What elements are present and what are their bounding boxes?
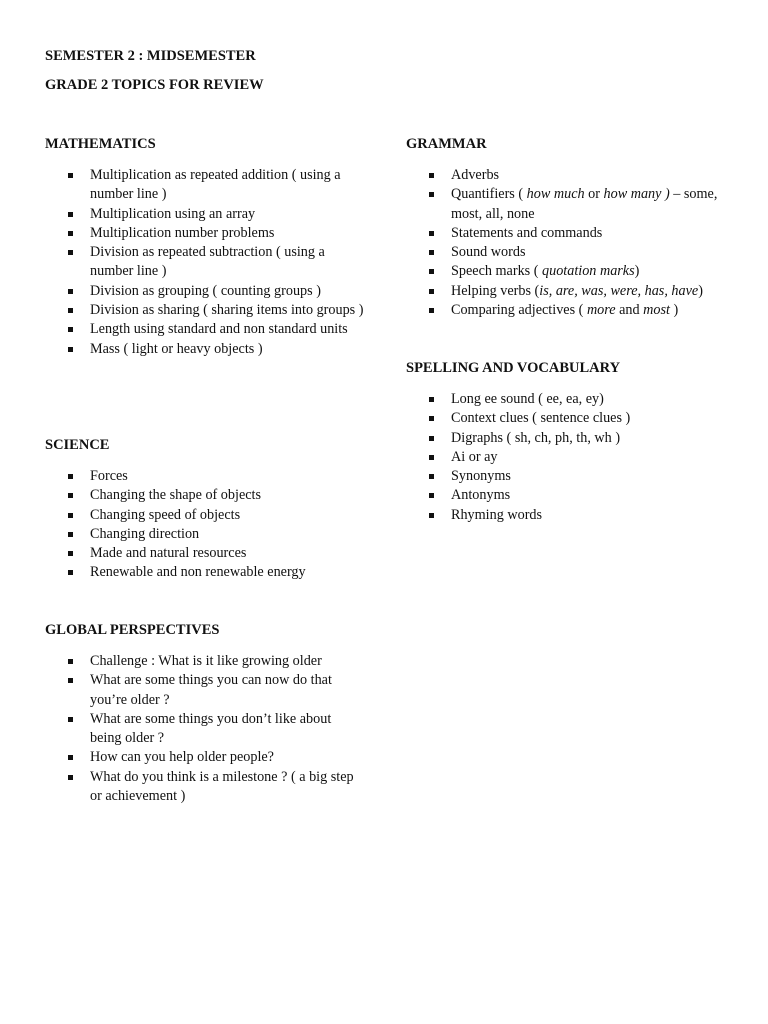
square-bullet-icon [68, 231, 73, 236]
italic-text: how much [526, 186, 585, 203]
italic-text: most [643, 302, 670, 319]
list-item-text: Division as sharing ( sharing items into groups ) [90, 302, 364, 319]
list-item [45, 671, 365, 710]
text-segment: ) [634, 263, 640, 280]
list-item [406, 185, 736, 224]
list-item [406, 448, 736, 467]
text-segment: Comparing adjectives ( [451, 302, 587, 319]
list-item [406, 390, 736, 409]
italic-text: is, are, was, were, has, have [539, 282, 699, 299]
list-item-text: Sound words [451, 244, 526, 261]
list-item-text: Changing speed of objects [90, 506, 241, 523]
list-item [45, 486, 365, 505]
list-item [45, 544, 365, 563]
global-perspectives-section [45, 620, 365, 806]
square-bullet-icon [68, 513, 73, 518]
list-item-text: Mass ( light or heavy objects ) [90, 340, 263, 357]
list-item-text: Challenge : What is it like growing older [90, 653, 322, 669]
semester-title: SEMESTER 2 : MIDSEMESTER [45, 48, 256, 64]
list-item-text: Changing direction [90, 525, 200, 542]
square-bullet-icon [429, 173, 434, 178]
list-item [45, 748, 365, 767]
square-bullet-icon [68, 327, 73, 332]
science-list [45, 467, 365, 583]
square-bullet-icon [68, 347, 73, 352]
list-item [45, 301, 365, 320]
square-bullet-icon [429, 308, 434, 313]
spelling-vocabulary-heading: SPELLING AND VOCABULARY [406, 360, 621, 376]
list-item [406, 429, 736, 448]
square-bullet-icon [429, 269, 434, 274]
square-bullet-icon [429, 416, 434, 421]
square-bullet-icon [68, 678, 73, 683]
square-bullet-icon [429, 493, 434, 498]
list-item-text: What are some things you don’t like about being older ? [90, 710, 332, 747]
mathematics-section [45, 134, 365, 359]
list-item-text: Rhyming words [451, 506, 543, 523]
square-bullet-icon [429, 231, 434, 236]
list-item-text: Renewable and non renewable energy [90, 564, 306, 581]
square-bullet-icon [68, 212, 73, 217]
text-segment: or [584, 186, 604, 203]
list-item [45, 652, 365, 671]
list-item-text: Adverbs [451, 167, 500, 183]
square-bullet-icon [429, 250, 434, 255]
list-item [406, 166, 736, 185]
text-segment: ) [698, 282, 703, 299]
list-item [45, 243, 365, 282]
list-item-text: Forces [90, 468, 128, 484]
list-item [406, 262, 736, 281]
list-item [45, 320, 365, 339]
list-item-text: Antonyms [451, 487, 511, 504]
list-item [45, 205, 365, 224]
text-segment: Helping verbs ( [451, 282, 540, 299]
square-bullet-icon [429, 397, 434, 402]
global-perspectives-heading: GLOBAL PERSPECTIVES [45, 622, 220, 638]
list-item [45, 768, 365, 807]
square-bullet-icon [429, 513, 434, 518]
list-item-text: Statements and commands [451, 224, 603, 241]
list-item [45, 282, 365, 301]
list-item-text: Made and natural resources [90, 545, 247, 562]
mathematics-heading: MATHEMATICS [45, 136, 156, 152]
square-bullet-icon [429, 474, 434, 479]
grammar-list [406, 166, 736, 320]
list-item-text: Long ee sound ( ee, ea, ey) [451, 391, 604, 407]
list-item [45, 224, 365, 243]
text-segment: Quantifiers ( [451, 186, 527, 203]
list-item [406, 409, 736, 428]
square-bullet-icon [68, 308, 73, 313]
square-bullet-icon [68, 659, 73, 664]
square-bullet-icon [68, 250, 73, 255]
list-item [45, 563, 365, 582]
square-bullet-icon [68, 775, 73, 780]
spelling-vocabulary-list [406, 390, 736, 525]
italic-text: quotation marks [542, 263, 635, 280]
mathematics-list [45, 166, 365, 359]
list-item [406, 282, 736, 301]
grammar-section [406, 134, 736, 320]
text-segment: ) [669, 302, 679, 319]
list-item [406, 467, 736, 486]
list-item-text: Context clues ( sentence clues ) [451, 410, 631, 427]
list-item [45, 506, 365, 525]
list-item-text: Division as repeated subtraction ( using a number line ) [90, 244, 325, 280]
square-bullet-icon [68, 755, 73, 760]
list-item-text: Synonyms [451, 468, 511, 485]
list-item [406, 224, 736, 243]
list-item-text: Division as grouping ( counting groups ) [90, 282, 321, 299]
list-item-text: How can you help older people? [90, 749, 274, 766]
italic-text: more [586, 302, 616, 319]
list-item [45, 525, 365, 544]
list-item-text: Multiplication number problems [90, 224, 275, 241]
list-item-text: Ai or ay [451, 448, 498, 465]
square-bullet-icon [68, 474, 73, 479]
list-item [45, 166, 365, 205]
square-bullet-icon [68, 289, 73, 294]
list-item [406, 486, 736, 505]
global-perspectives-list [45, 652, 365, 806]
list-item-text: Changing the shape of objects [90, 487, 261, 504]
grade-topics-title: GRADE 2 TOPICS FOR REVIEW [45, 77, 264, 93]
square-bullet-icon [68, 173, 73, 178]
science-section [45, 435, 365, 583]
list-item [45, 340, 365, 359]
spelling-vocabulary-section [406, 358, 736, 525]
text-segment: Speech marks ( [451, 263, 543, 280]
list-item-text: What are some things you can now do that you’re older ? [90, 672, 332, 708]
list-item-text: Digraphs ( sh, ch, ph, th, wh ) [451, 429, 621, 446]
science-heading: SCIENCE [45, 437, 110, 453]
square-bullet-icon [429, 192, 434, 197]
list-item-text: What do you think is a milestone ? ( a big step or achievement ) [90, 768, 354, 805]
square-bullet-icon [429, 289, 434, 294]
list-item-text: Multiplication as repeated addition ( using a number line ) [90, 167, 341, 203]
grammar-heading: GRAMMAR [406, 136, 487, 152]
text-segment: and [615, 302, 644, 319]
square-bullet-icon [68, 551, 73, 556]
list-item [406, 506, 736, 525]
square-bullet-icon [68, 532, 73, 537]
list-item [406, 243, 736, 262]
list-item [45, 710, 365, 749]
list-item [45, 467, 365, 486]
square-bullet-icon [68, 717, 73, 722]
italic-text: how many ) [603, 186, 670, 203]
square-bullet-icon [429, 455, 434, 460]
list-item [406, 301, 736, 320]
text-segment: – some, most, all, none [451, 186, 718, 222]
square-bullet-icon [429, 436, 434, 441]
list-item-text: Multiplication using an array [90, 205, 256, 222]
list-item-text: Length using standard and non standard units [90, 321, 348, 338]
square-bullet-icon [68, 570, 73, 575]
square-bullet-icon [68, 493, 73, 498]
